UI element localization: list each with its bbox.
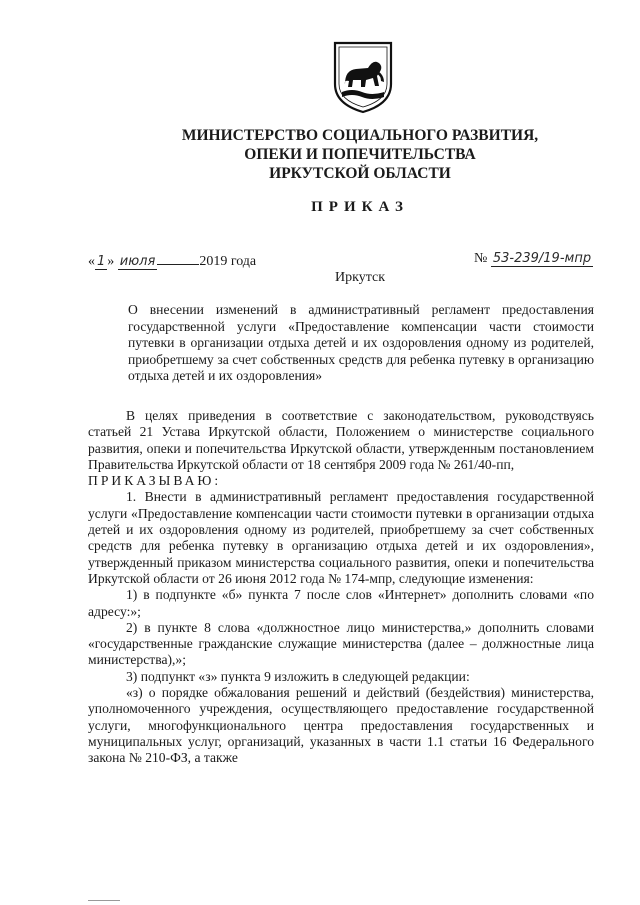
- document-type-title: ПРИКАЗ: [311, 199, 409, 215]
- item-1-paragraph: 1. Внести в административный регламент предоставления государственной услуги «Предоставление компенсации части стоимости путевки в организации отдыха детей и их оздоровления одному из родителей, приобретшему за счет собственных средств для ребенка путевку в организацию отдыха детей и их оздоровления», утвержденный приказом министерства социального развития, опеки и попечительства Иркутской области от 26 июня 2012 года № 174-мпр, следующие изменения:: [88, 489, 594, 586]
- subitem-1-paragraph: 1) в подпункте «б» пункта 7 после слов «Интернет» дополнить словами «по адресу:»;: [88, 587, 594, 619]
- irkutsk-coat-of-arms-icon: [332, 40, 394, 114]
- ministry-line-1: МИНИСТЕРСТВО СОЦИАЛЬНОГО РАЗВИТИЯ,: [181, 127, 539, 144]
- order-date: [88, 251, 256, 270]
- date-open-quote: «: [88, 254, 95, 269]
- date-year: 2019 года: [199, 254, 257, 269]
- ministry-name: [0, 126, 640, 183]
- command-word: ПРИКАЗЫВАЮ:: [88, 473, 222, 489]
- preamble-paragraph: В целях приведения в соответствие с законодательством, руководствуясь статьей 21 Устава Иркутской области, Положением о министерстве социального развития, опеки и попечительства Иркутской области, утвержденным постановлением Правительства Иркутской области от 18 сентября 2009 года № 261/40-пп,: [88, 408, 594, 472]
- order-number: [474, 251, 593, 267]
- footnote-divider: [88, 900, 120, 901]
- quote-paragraph: «з) о порядке обжалования решений и действий (бездействия) министерства, уполномоченного учреждения, осуществляющего предоставление государственной услуги, многофункционального центра предоставления государственных и муниципальных услуг, организаций, указанных в части 1.1 статьи 16 Федерального закона № 210-ФЗ, а также: [88, 685, 594, 766]
- city-name: Иркутск: [334, 270, 386, 285]
- subitem-3-paragraph: 3) подпункт «з» пункта 9 изложить в следующей редакции:: [126, 668, 470, 684]
- date-blank-line: [157, 251, 199, 265]
- number-sign: №: [474, 251, 488, 266]
- number-value: 53-239/19-мпр: [492, 251, 592, 266]
- ministry-line-3: ИРКУТСКОЙ ОБЛАСТИ: [269, 165, 451, 182]
- ministry-line-2: ОПЕКИ И ПОПЕЧИТЕЛЬСТВА: [244, 146, 476, 163]
- order-title: О внесении изменений в административный регламент предоставления государственной услуги «Предоставление компенсации части стоимости путевки в организации отдыха детей и их оздоровления одному из родителей, приобретшему за счет собственных средств для ребенка путевку в организацию отдыха детей и их оздоровления»: [128, 302, 594, 383]
- subitem-2-paragraph: 2) в пункте 8 слова «должностное лицо министерства,» дополнить словами «государственные гражданские служащие министерства (далее – должностные лица министерства),»;: [88, 619, 594, 668]
- date-month: июля: [119, 254, 156, 269]
- date-day: 1: [97, 254, 106, 269]
- order-body: [88, 408, 594, 767]
- date-close-quote: »: [107, 254, 115, 269]
